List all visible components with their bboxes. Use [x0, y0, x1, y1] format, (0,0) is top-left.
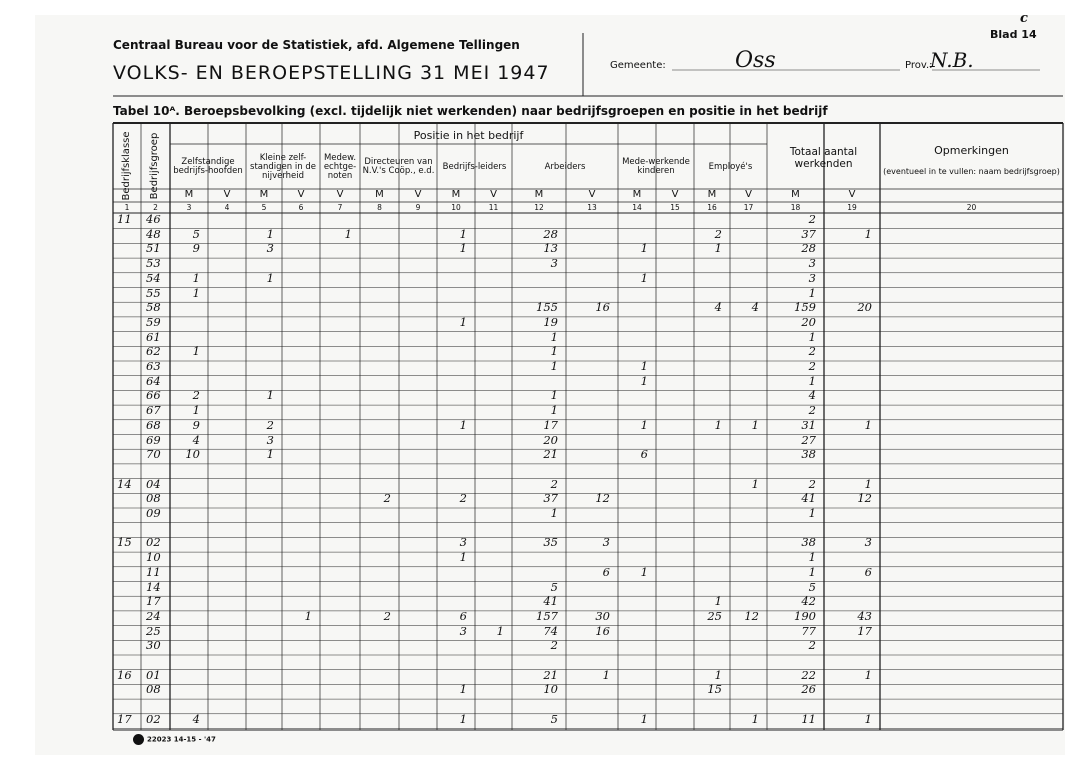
bedrijfsklasse-value: 16 — [117, 667, 132, 682]
table-cell-value: 1 — [496, 623, 504, 638]
table-cell-value: 4 — [714, 300, 722, 315]
column-number: 11 — [488, 203, 499, 212]
mv-label: M — [707, 189, 717, 200]
table-cell-value: 3 — [266, 432, 274, 447]
bedrijfsgroep-value: 08 — [146, 682, 161, 697]
table-cell-value: 41 — [543, 594, 558, 609]
bedrijfsgroep-value: 58 — [146, 300, 161, 315]
mv-label: M — [632, 189, 642, 200]
table-cell-value: 1 — [714, 594, 722, 609]
bedrijfsgroep-value: 24 — [146, 608, 161, 623]
blad-number: 14 — [1021, 28, 1037, 41]
bedrijfsgroep-value: 66 — [146, 388, 161, 403]
table-cell-value: 20 — [857, 300, 872, 315]
table-cell-value: 1 — [550, 403, 558, 418]
table-cell-value: 21 — [543, 667, 558, 682]
table-cell-value: 2 — [383, 608, 391, 623]
table-cell-value: 2 — [459, 491, 467, 506]
table-cell-value: 1 — [550, 388, 558, 403]
table-cell-value: 16 — [595, 300, 610, 315]
column-number: 6 — [298, 203, 304, 212]
column-number: 19 — [847, 203, 857, 212]
mv-label: M — [259, 189, 269, 200]
bedrijfsgroep-value: 09 — [146, 506, 161, 520]
prov-label: Prov.: — [905, 60, 933, 71]
table-cell-value: 1 — [808, 285, 816, 300]
bedrijfsgroep-value: 25 — [146, 623, 161, 638]
column-number: 10 — [451, 203, 461, 212]
table-cell-value: 2 — [550, 476, 558, 491]
table-cell-value: 28 — [801, 241, 816, 256]
bedrijfsklasse-value: 17 — [117, 711, 132, 726]
mv-label: V — [490, 189, 497, 200]
table-cell-value: 1 — [640, 359, 648, 373]
table-cell-value: 4 — [751, 300, 759, 315]
table-cell-value: 1 — [550, 344, 558, 359]
gemeente-label: Gemeente: — [610, 60, 666, 71]
table-cell-value: 37 — [801, 226, 816, 241]
table-cell-value: 1 — [640, 417, 648, 432]
bedrijfsgroep-value: 17 — [146, 594, 161, 609]
table-cell-value: 1 — [751, 711, 759, 726]
group-header: Arbeiders — [544, 161, 586, 172]
form-title: VOLKS- EN BEROEPSTELLING 31 MEI 1947 — [113, 62, 550, 84]
table-cell-value: 157 — [536, 608, 558, 623]
table-cell-value: 1 — [459, 241, 467, 256]
table-cell-value: 1 — [459, 682, 467, 697]
table-cell-value: 1 — [459, 711, 467, 726]
table-cell-value: 1 — [808, 373, 816, 388]
table-cell-value: 30 — [595, 608, 610, 623]
bedrijfsgroep-value: 63 — [146, 359, 161, 373]
bedrijfsklasse-header: Bedrijfsklasse — [121, 131, 132, 201]
bedrijfsgroep-value: 68 — [146, 417, 161, 432]
table-cell-value: 2 — [714, 226, 722, 241]
table-cell-value: 3 — [550, 256, 558, 271]
opmerkingen-header: Opmerkingen — [934, 143, 1009, 157]
bedrijfsgroep-value: 51 — [146, 241, 161, 256]
blad-letter: c — [1020, 11, 1028, 26]
table-cell-value: 1 — [459, 417, 467, 432]
table-cell-value: 1 — [640, 564, 648, 579]
table-cell-value: 26 — [801, 682, 816, 697]
column-number: 1 — [124, 203, 130, 212]
table-cell-value: 1 — [808, 564, 816, 579]
table-cell-value: 2 — [808, 638, 816, 653]
prov-value: N.B. — [930, 48, 974, 72]
table-cell-value: 1 — [640, 270, 648, 285]
table-cell-value: 1 — [550, 359, 558, 373]
agency-name: Centraal Bureau voor de Statistiek, afd. Algemene Tellingen — [113, 38, 520, 52]
mv-label: M — [534, 189, 544, 200]
table-cell-value: 1 — [864, 417, 872, 432]
table-cell-value: 2 — [808, 344, 816, 359]
column-number: 15 — [670, 203, 680, 212]
table-cell-value: 1 — [266, 226, 274, 241]
bedrijfsgroep-value: 61 — [146, 329, 161, 344]
table-cell-value: 5 — [550, 711, 558, 726]
table-cell-value: 3 — [459, 535, 467, 550]
column-number: 16 — [707, 203, 717, 212]
table-cell-value: 12 — [595, 491, 610, 506]
bedrijfsgroep-value: 62 — [146, 344, 161, 359]
table-cell-value: 1 — [550, 329, 558, 344]
table-cell-value: 5 — [808, 579, 816, 594]
mv-label: M — [791, 189, 800, 200]
table-cell-value: 6 — [459, 608, 467, 623]
table-cell-value: 13 — [543, 241, 558, 256]
table-cell-value: 31 — [801, 417, 816, 432]
table-cell-value: 2 — [266, 417, 274, 432]
column-number: 13 — [587, 203, 597, 212]
table-cell-value: 27 — [801, 432, 816, 447]
group-header: Mede-werkende kinderen — [622, 157, 690, 176]
table-cell-value: 2 — [192, 388, 200, 403]
table-cell-value: 77 — [801, 623, 816, 638]
table-cell-value: 38 — [801, 447, 816, 462]
table-cell-value: 6 — [864, 564, 872, 579]
table-cell-value: 1 — [266, 388, 274, 403]
positie-header: Positie in het bedrijf — [413, 128, 524, 142]
table-cell-value: 1 — [808, 550, 816, 565]
table-cell-value: 17 — [543, 417, 558, 432]
column-number: 7 — [337, 203, 343, 212]
column-number: 5 — [261, 203, 267, 212]
table-cell-value: 2 — [808, 359, 816, 373]
table-cell-value: 155 — [536, 300, 558, 315]
table-cell-value: 1 — [864, 476, 872, 491]
bedrijfsgroep-value: 55 — [146, 285, 161, 300]
table-cell-value: 4 — [192, 711, 200, 726]
mv-label: V — [745, 189, 752, 200]
mv-label: V — [297, 189, 305, 200]
bedrijfsgroep-value: 59 — [146, 314, 161, 329]
table-cell-value: 16 — [595, 623, 610, 638]
table-cell-value: 159 — [794, 300, 816, 315]
column-number: 20 — [966, 203, 977, 212]
bedrijfsgroep-value: 30 — [146, 638, 161, 653]
bedrijfsgroep-value: 14 — [146, 579, 161, 594]
table-cell-value: 41 — [801, 491, 816, 506]
table-cell-value: 10 — [185, 447, 200, 462]
mv-label: M — [184, 189, 194, 200]
table-cell-value: 3 — [808, 256, 816, 271]
table-cell-value: 1 — [714, 241, 722, 256]
bedrijfsgroep-value: 10 — [146, 550, 161, 565]
table-cell-value: 43 — [857, 608, 872, 623]
table-cell-value: 11 — [801, 711, 816, 726]
table-cell-value: 12 — [857, 491, 872, 506]
column-number: 8 — [377, 203, 382, 212]
table-cell-value: 6 — [640, 447, 648, 462]
table-cell-value: 38 — [801, 535, 816, 550]
table-cell-value: 1 — [808, 329, 816, 344]
table-cell-value: 21 — [543, 447, 558, 462]
table-cell-value: 3 — [602, 535, 610, 550]
bedrijfsgroep-value: 11 — [146, 564, 161, 579]
table-cell-value: 1 — [751, 417, 759, 432]
table-cell-value: 1 — [459, 550, 467, 565]
table-cell-value: 1 — [459, 314, 467, 329]
table-cell-value: 37 — [543, 491, 558, 506]
table-cell-value: 4 — [192, 432, 200, 447]
table-cell-value: 1 — [714, 667, 722, 682]
table-cell-value: 1 — [550, 506, 558, 520]
group-header: Medew. echtge-noten — [323, 152, 357, 181]
table-cell-value: 1 — [192, 403, 200, 418]
column-number: 2 — [153, 203, 158, 212]
bedrijfsgroep-value: 46 — [146, 212, 161, 226]
table-cell-value: 2 — [808, 212, 816, 226]
table-cell-value: 3 — [266, 241, 274, 256]
blad-label: Blad 14 — [990, 28, 1037, 41]
table-cell-value: 1 — [459, 226, 467, 241]
mv-label: V — [588, 189, 596, 200]
table-cell-value: 1 — [640, 241, 648, 256]
bedrijfsgroep-value: 02 — [146, 711, 161, 726]
table-cell-value: 2 — [808, 476, 816, 491]
mv-label: V — [336, 189, 344, 200]
bedrijfsgroep-value: 01 — [146, 667, 161, 682]
bedrijfsklasse-value: 15 — [117, 535, 132, 550]
bedrijfsgroep-value: 48 — [146, 226, 161, 241]
table-cell-value: 22 — [801, 667, 816, 682]
column-number: 17 — [743, 203, 754, 212]
table-cell-value: 20 — [543, 432, 558, 447]
table-cell-value: 1 — [751, 476, 759, 491]
table-cell-value: 25 — [707, 608, 722, 623]
table-cell-value: 2 — [550, 638, 558, 653]
opmerkingen-subheader: (eventueel in te vullen: naam bedrijfsgroep) — [883, 166, 1060, 176]
bedrijfsgroep-value: 67 — [146, 403, 161, 418]
table-cell-value: 1 — [266, 270, 274, 285]
mv-label: M — [375, 189, 384, 200]
bedrijfsklasse-value: 14 — [117, 476, 132, 491]
table-cell-value: 3 — [808, 270, 816, 285]
column-number: 12 — [534, 203, 544, 212]
table-cell-value: 6 — [602, 564, 610, 579]
mv-label: V — [848, 189, 856, 200]
table-cell-value: 1 — [714, 417, 722, 432]
print-code: 22023 14-15 - '47 — [133, 734, 216, 745]
table-title: Tabel 10ᴬ. Beroepsbevolking (excl. tijdelijk niet werkenden) naar bedrijfsgroepen en positie in het bedrijf — [113, 104, 828, 118]
table-cell-value: 1 — [304, 608, 312, 623]
table-cell-value: 1 — [344, 226, 352, 241]
bedrijfsgroep-value: 04 — [146, 476, 161, 491]
column-number: 9 — [415, 203, 421, 212]
table-cell-value: 5 — [550, 579, 558, 594]
table-cell-value: 28 — [543, 226, 558, 241]
table-cell-value: 1 — [192, 270, 200, 285]
gemeente-value: Oss — [735, 48, 776, 73]
mv-label: M — [451, 189, 461, 200]
column-number: 3 — [186, 203, 192, 212]
table-cell-value: 20 — [801, 314, 816, 329]
group-header: Kleine zelf-standigen in de nijverheid — [250, 152, 316, 181]
table-cell-value: 9 — [192, 241, 200, 256]
bedrijfsgroep-value: 69 — [146, 432, 161, 447]
mv-label: V — [414, 189, 422, 200]
group-header: Employé's — [708, 161, 753, 172]
table-cell-value: 1 — [640, 711, 648, 726]
bedrijfsgroep-value: 02 — [146, 535, 161, 550]
bedrijfsgroep-value: 64 — [146, 373, 161, 388]
table-cell-value: 35 — [543, 535, 558, 550]
table-cell-value: 1 — [864, 226, 872, 241]
mv-label: V — [671, 189, 679, 200]
bedrijfsklasse-value: 11 — [117, 212, 132, 226]
totaal-header: Totaal aantal werkenden — [789, 146, 858, 170]
table-cell-value: 17 — [857, 623, 872, 638]
table-cell-value: 9 — [192, 417, 200, 432]
table-cell-value: 1 — [864, 667, 872, 682]
group-header: Bedrijfs-leiders — [442, 161, 507, 172]
group-header: Directeuren van N.V.'s Coöp., e.d. — [362, 157, 435, 176]
bedrijfsgroep-value: 70 — [146, 447, 161, 462]
table-cell-value: 1 — [864, 711, 872, 726]
bedrijfsgroep-header: Bedrijfsgroep — [149, 132, 160, 200]
table-cell-value: 15 — [707, 682, 722, 697]
column-number: 14 — [632, 203, 642, 212]
table-cell-value: 12 — [744, 608, 759, 623]
bedrijfsgroep-value: 53 — [146, 256, 161, 271]
table-cell-value: 1 — [640, 373, 648, 388]
table-cell-value: 1 — [266, 447, 274, 462]
table-cell-value: 3 — [864, 535, 872, 550]
table-cell-value: 19 — [543, 314, 558, 329]
table-cell-value: 10 — [543, 682, 558, 697]
table-cell-value: 74 — [543, 623, 558, 638]
table-cell-value: 3 — [459, 623, 467, 638]
table-cell-value: 1 — [808, 506, 816, 520]
mv-label: V — [223, 189, 231, 200]
table-cell-value: 1 — [192, 344, 200, 359]
table-cell-value: 1 — [602, 667, 610, 682]
group-header: Zelfstandige bedrijfs-hoofden — [173, 157, 243, 176]
table-cell-value: 2 — [808, 403, 816, 418]
table-cell-value: 42 — [801, 594, 816, 609]
column-number: 4 — [224, 203, 230, 212]
table-cell-value: 1 — [192, 285, 200, 300]
bedrijfsgroep-value: 54 — [146, 270, 161, 285]
table-cell-value: 190 — [794, 608, 816, 623]
column-number: 18 — [790, 203, 801, 212]
bedrijfsgroep-value: 08 — [146, 491, 161, 506]
table-cell-value: 5 — [192, 226, 200, 241]
table-cell-value: 2 — [383, 491, 391, 506]
table-cell-value: 4 — [808, 388, 816, 403]
